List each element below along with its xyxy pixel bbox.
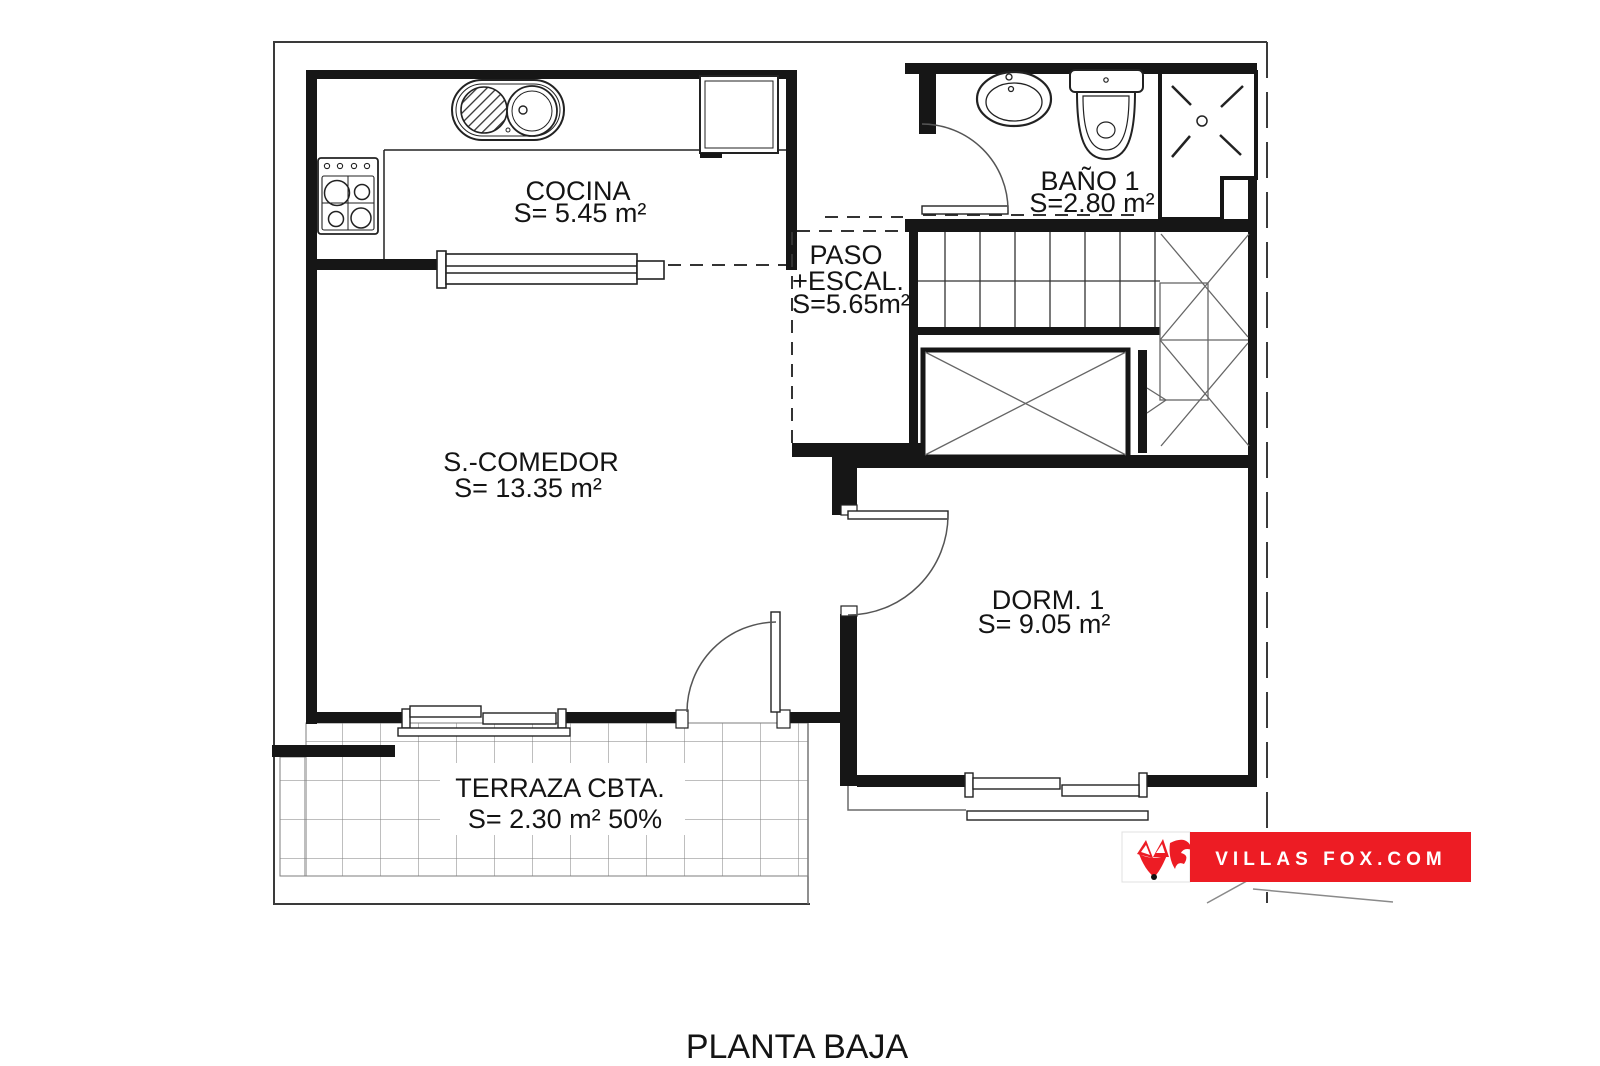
bathroom-door <box>922 124 1008 214</box>
kitchen-sink-icon <box>452 80 564 140</box>
comedor-area: S= 13.35 m² <box>454 473 602 503</box>
plan-title: PLANTA BAJA <box>685 1028 909 1066</box>
washbasin-icon <box>977 72 1051 126</box>
stair-winders <box>1147 234 1249 446</box>
stove-icon <box>318 158 378 234</box>
bedroom-window <box>965 773 1148 820</box>
paso-area: S=5.65m² <box>792 289 910 319</box>
stairs-icon <box>918 232 1249 457</box>
living-room-window <box>398 706 570 736</box>
stair-void <box>923 350 1128 457</box>
fridge-icon <box>700 76 778 158</box>
paso-label-1: PASO <box>809 240 883 270</box>
bano-area: S=2.80 m² <box>1029 188 1155 218</box>
dorm-area: S= 9.05 m² <box>977 609 1111 639</box>
brand-text: VILLAS FOX.COM <box>1215 849 1447 870</box>
toilet-icon <box>1070 70 1143 159</box>
terraza-label: TERRAZA CBTA. <box>455 773 665 803</box>
cocina-label: COCINA <box>525 176 631 206</box>
comedor-label: S.-COMEDOR <box>443 447 619 477</box>
shower-icon <box>1160 72 1256 219</box>
terraza-area: S= 2.30 m² 50% <box>467 804 663 834</box>
bedroom-door <box>841 505 948 616</box>
dorm-label: DORM. 1 <box>991 585 1105 615</box>
paso-label-2: +ESCAL. <box>792 266 904 296</box>
terrace-door <box>676 612 790 728</box>
villasfox-watermark <box>1122 832 1471 882</box>
bano-label: BAÑO 1 <box>1040 166 1140 196</box>
kitchen-hatch-window <box>437 251 664 288</box>
cocina-area: S= 5.45 m² <box>513 198 647 228</box>
